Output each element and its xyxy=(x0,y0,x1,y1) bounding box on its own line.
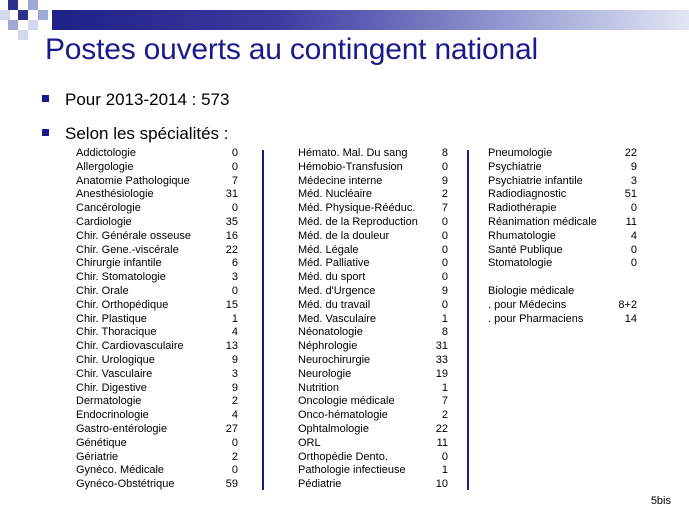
specialty-row xyxy=(298,161,448,175)
specialty-row xyxy=(488,271,637,285)
specialty-count: 59 xyxy=(225,478,238,491)
specialty-count: 4 xyxy=(231,409,238,422)
specialty-row xyxy=(298,382,448,396)
specialty-row xyxy=(298,188,448,202)
specialty-count: 0 xyxy=(630,257,637,270)
specialty-count: 0 xyxy=(630,202,637,215)
specialty-row xyxy=(298,299,448,313)
specialty-row xyxy=(488,230,637,244)
specialty-row xyxy=(488,175,637,189)
specialty-count: 9 xyxy=(630,160,637,173)
bullet-period xyxy=(42,90,229,110)
specialty-row xyxy=(298,216,448,230)
specialty-count: 0 xyxy=(441,298,448,311)
specialty-count: 7 xyxy=(231,174,238,187)
specialty-row xyxy=(76,340,238,354)
specialty-name: Chir. Vasculaire xyxy=(76,367,153,380)
specialty-name: Orthopédie Dento. xyxy=(298,450,388,463)
specialty-name: Chir. Orthopédique xyxy=(76,298,169,311)
specialty-count: 0 xyxy=(231,202,238,215)
specialty-count: 7 xyxy=(441,202,448,215)
specialty-count: 11 xyxy=(436,436,448,449)
specialty-count: 11 xyxy=(625,215,637,228)
specialty-count: 8 xyxy=(441,326,448,339)
specialty-name: Chir. Plastique xyxy=(76,312,147,325)
specialty-name: Génétique xyxy=(76,436,127,449)
specialty-name: Allergologie xyxy=(76,160,134,173)
specialty-count: 0 xyxy=(441,271,448,284)
specialty-row xyxy=(298,340,448,354)
specialty-name: Méd. Physique-Rééduc. xyxy=(298,202,416,215)
specialty-name: Rhumatologie xyxy=(488,229,556,242)
specialty-name: Onco-hématologie xyxy=(298,409,388,422)
specialty-row xyxy=(298,313,448,327)
specialty-count: 22 xyxy=(624,147,637,159)
specialty-count: 0 xyxy=(441,243,448,256)
specialty-row xyxy=(76,175,238,189)
specialty-count: 9 xyxy=(441,174,448,187)
specialties-heading: Selon les spécialités : xyxy=(65,124,229,143)
specialty-name: Gynéco. Médicale xyxy=(76,464,165,477)
specialty-count: 14 xyxy=(624,312,637,325)
specialty-count: 1 xyxy=(441,464,448,477)
specialty-count: 0 xyxy=(231,284,238,297)
specialty-row xyxy=(298,257,448,271)
specialty-name: Addictologie xyxy=(76,147,136,159)
header-bar xyxy=(52,10,689,30)
specialty-count: 0 xyxy=(231,436,238,449)
specialty-count: 15 xyxy=(225,298,238,311)
specialty-name: Hémobio-Transfusion xyxy=(298,160,403,173)
specialty-row xyxy=(298,409,448,423)
specialty-name: Neurologie xyxy=(298,367,352,380)
page-number: 5bis xyxy=(650,495,671,507)
specialty-count: 1 xyxy=(231,312,238,325)
specialty-row xyxy=(488,285,637,299)
specialty-count: 2 xyxy=(231,450,238,463)
specialty-name: Chir. Stomatologie xyxy=(76,271,166,284)
specialty-name: Gériatrie xyxy=(76,450,119,463)
specialty-count: 31 xyxy=(225,188,238,201)
specialty-name: Med. Vasculaire xyxy=(298,312,377,325)
specialty-name: ORL xyxy=(298,436,321,449)
specialty-count: 19 xyxy=(435,367,448,380)
specialty-row xyxy=(76,285,238,299)
specialty-row xyxy=(76,147,238,161)
specialty-count: 3 xyxy=(231,271,238,284)
bullet-square-icon xyxy=(42,129,49,136)
specialty-row xyxy=(76,244,238,258)
specialty-name: Chir. Digestive xyxy=(76,381,147,394)
specialty-name: Méd. Légale xyxy=(298,243,359,256)
specialty-name: Méd. de la Reproduction xyxy=(298,215,418,228)
specialty-name: Gastro-entérologie xyxy=(76,422,168,435)
specialty-name: Biologie médicale xyxy=(488,284,575,297)
specialty-name: Méd. Nucléaire xyxy=(298,188,372,201)
specialty-row xyxy=(76,368,238,382)
specialty-row xyxy=(488,313,637,327)
specialty-row xyxy=(76,299,238,313)
specialty-name: Santé Publique xyxy=(488,243,563,256)
specialty-count: 0 xyxy=(231,147,238,159)
specialty-count: 4 xyxy=(231,326,238,339)
column-divider xyxy=(262,150,264,490)
bullet-specialties xyxy=(42,124,228,144)
specialty-row xyxy=(76,423,238,437)
specialty-row xyxy=(298,147,448,161)
specialty-row xyxy=(76,257,238,271)
specialty-row xyxy=(488,202,637,216)
specialty-row xyxy=(76,188,238,202)
specialty-name: Cancérologie xyxy=(76,202,141,215)
specialty-count: 0 xyxy=(441,160,448,173)
specialty-row xyxy=(76,451,238,465)
specialty-name: Dermatologie xyxy=(76,395,142,408)
specialty-name: Chir. Urologique xyxy=(76,353,155,366)
specialty-count: 7 xyxy=(441,395,448,408)
specialty-name: Pathologie infectieuse xyxy=(298,464,406,477)
specialty-count: 9 xyxy=(231,381,238,394)
specialty-name: Anesthésiologie xyxy=(76,188,154,201)
specialty-name: Radiothérapie xyxy=(488,202,557,215)
specialty-name: Pédiatrie xyxy=(298,478,342,491)
specialty-name: Ophtalmologie xyxy=(298,422,369,435)
specialty-row xyxy=(298,451,448,465)
specialty-name: Médecine interne xyxy=(298,174,383,187)
specialty-count: 2 xyxy=(441,188,448,201)
specialty-name: Chir. Orale xyxy=(76,284,129,297)
specialty-row xyxy=(298,437,448,451)
specialty-name: Chir. Gene.-viscérale xyxy=(76,243,179,256)
specialty-row xyxy=(76,230,238,244)
specialty-name: . pour Pharmaciens xyxy=(488,312,584,325)
specialty-name: Néphrologie xyxy=(298,340,358,353)
specialty-count: 22 xyxy=(225,243,238,256)
bullet-square-icon xyxy=(42,95,49,102)
specialty-column-1 xyxy=(76,147,238,492)
specialty-row xyxy=(76,271,238,285)
specialty-row xyxy=(76,161,238,175)
specialty-count: 9 xyxy=(231,353,238,366)
specialty-name: Nutrition xyxy=(298,381,339,394)
specialty-count: 3 xyxy=(231,367,238,380)
specialty-name: Psychiatrie xyxy=(488,160,542,173)
specialty-row xyxy=(298,202,448,216)
specialty-count: 27 xyxy=(225,422,238,435)
specialty-row xyxy=(298,175,448,189)
specialty-count: 51 xyxy=(624,188,637,201)
specialty-count: 2 xyxy=(231,395,238,408)
specialty-count: 2 xyxy=(441,409,448,422)
specialty-row xyxy=(298,478,448,492)
specialty-count: 35 xyxy=(225,215,238,228)
specialty-row xyxy=(488,147,637,161)
specialty-name: Chir. Thoracique xyxy=(76,326,157,339)
specialty-row xyxy=(76,464,238,478)
specialty-row xyxy=(76,395,238,409)
specialty-row xyxy=(298,464,448,478)
specialty-count: 4 xyxy=(630,229,637,242)
specialty-count: 9 xyxy=(441,284,448,297)
specialty-count: 0 xyxy=(441,215,448,228)
specialty-row xyxy=(76,354,238,368)
specialty-count: 6 xyxy=(231,257,238,270)
specialty-row xyxy=(298,285,448,299)
column-divider xyxy=(467,150,469,490)
specialty-count: 8 xyxy=(441,147,448,159)
specialty-column-2 xyxy=(298,147,448,492)
specialty-row xyxy=(488,244,637,258)
specialty-column-3 xyxy=(488,147,637,326)
specialty-row xyxy=(298,395,448,409)
specialty-name: Néonatologie xyxy=(298,326,363,339)
specialty-count: 0 xyxy=(231,464,238,477)
specialty-row xyxy=(76,202,238,216)
period-text: Pour 2013-2014 : 573 xyxy=(65,90,230,109)
specialty-row xyxy=(298,230,448,244)
specialty-count: 0 xyxy=(630,243,637,256)
specialty-name: Stomatologie xyxy=(488,257,553,270)
specialty-count: 31 xyxy=(435,340,448,353)
specialty-count: 0 xyxy=(441,450,448,463)
specialty-name: Méd. du sport xyxy=(298,271,366,284)
specialty-count: 10 xyxy=(435,478,448,491)
slide-title: Postes ouverts au contingent national xyxy=(45,33,538,66)
specialty-row xyxy=(488,216,637,230)
specialty-name: Med. d'Urgence xyxy=(298,284,376,297)
specialty-name: Hémato. Mal. Du sang xyxy=(298,147,408,159)
specialty-row xyxy=(298,368,448,382)
specialty-name: . pour Médecins xyxy=(488,298,567,311)
specialty-name: Neurochirurgie xyxy=(298,353,371,366)
specialty-name: Pneumologie xyxy=(488,147,553,159)
specialty-count: 0 xyxy=(441,257,448,270)
specialty-row xyxy=(298,423,448,437)
specialty-row xyxy=(76,409,238,423)
specialty-name: Méd. du travail xyxy=(298,298,371,311)
specialty-count: 0 xyxy=(441,229,448,242)
specialty-row xyxy=(76,382,238,396)
specialty-name: Endocrinologie xyxy=(76,409,149,422)
specialty-row xyxy=(76,313,238,327)
specialty-name: Méd. Palliative xyxy=(298,257,370,270)
specialty-count: 1 xyxy=(441,312,448,325)
specialty-row xyxy=(76,437,238,451)
specialty-count: 1 xyxy=(441,381,448,394)
specialty-row xyxy=(76,326,238,340)
specialty-name: Psychiatrie infantile xyxy=(488,174,583,187)
specialty-name: Oncologie médicale xyxy=(298,395,395,408)
specialty-name: Cardiologie xyxy=(76,215,132,228)
specialty-name: Réanimation médicale xyxy=(488,215,597,228)
specialty-row xyxy=(298,326,448,340)
specialty-row xyxy=(76,478,238,492)
specialty-row xyxy=(298,354,448,368)
specialty-row xyxy=(298,244,448,258)
specialty-row xyxy=(488,299,637,313)
specialty-row xyxy=(76,216,238,230)
specialty-count: 3 xyxy=(630,174,637,187)
specialty-name: Chirurgie infantile xyxy=(76,257,162,270)
specialty-name: Anatomie Pathologique xyxy=(76,174,190,187)
specialty-name: Radiodiagnostic xyxy=(488,188,567,201)
specialty-name: Chir. Générale osseuse xyxy=(76,229,191,242)
specialty-count: 16 xyxy=(225,229,238,242)
specialty-row xyxy=(488,161,637,175)
specialty-count: 0 xyxy=(231,160,238,173)
specialty-row xyxy=(298,271,448,285)
specialty-name: Chir. Cardiovasculaire xyxy=(76,340,184,353)
specialty-count: 33 xyxy=(435,353,448,366)
specialty-count: 22 xyxy=(435,422,448,435)
specialty-count: 13 xyxy=(225,340,238,353)
specialty-name: Gynéco-Obstétrique xyxy=(76,478,175,491)
specialty-count: 8+2 xyxy=(618,298,637,311)
specialty-row xyxy=(488,188,637,202)
specialty-name: Méd. de la douleur xyxy=(298,229,390,242)
specialty-row xyxy=(488,257,637,271)
